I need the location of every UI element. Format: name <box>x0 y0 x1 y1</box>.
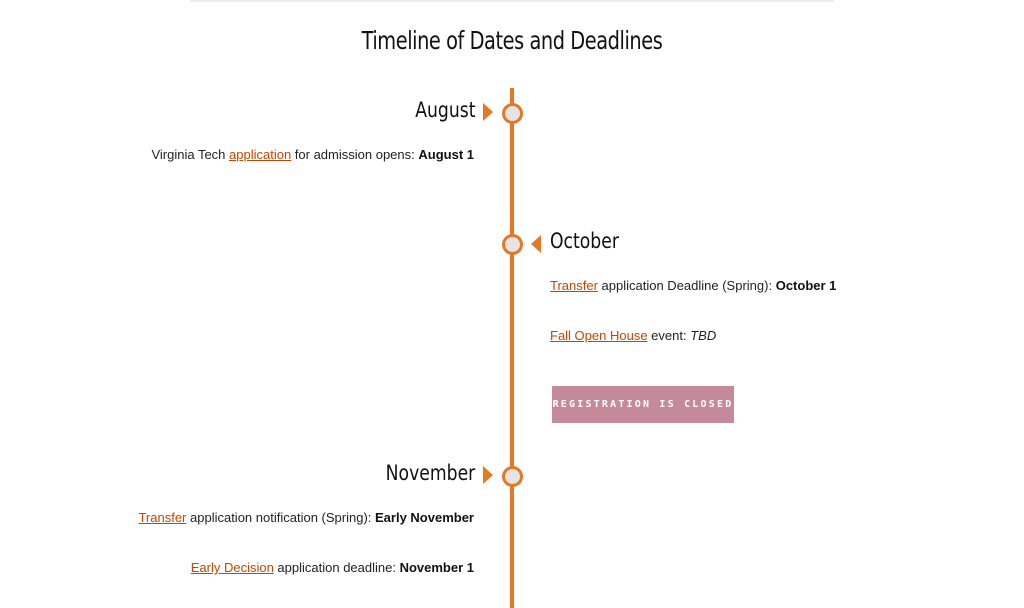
november-entry-transfer-notification <box>138 510 474 525</box>
november-entry-early-decision <box>191 560 474 575</box>
circle-node-icon <box>502 103 523 124</box>
month-label-august: August <box>414 98 475 122</box>
entry-date: November 1 <box>399 560 474 575</box>
october-entry-transfer-deadline <box>550 278 836 293</box>
triangle-left-icon <box>531 235 541 253</box>
entry-text: application notification (Spring): <box>186 510 375 525</box>
application-link[interactable]: application <box>229 147 292 162</box>
august-entry-application-opens <box>151 147 474 162</box>
fall-open-house-link[interactable]: Fall Open House <box>550 328 648 343</box>
triangle-right-icon <box>483 466 493 484</box>
entry-date: August 1 <box>418 147 474 162</box>
entry-date: October 1 <box>775 278 837 293</box>
entry-date: Early November <box>375 510 474 525</box>
month-label-november: November <box>385 461 475 485</box>
entry-text: application Deadline (Spring): <box>597 278 776 293</box>
entry-text: event: <box>647 328 691 343</box>
triangle-right-icon <box>483 103 493 121</box>
page-title: Timeline of Dates and Deadlines <box>361 26 663 55</box>
entry-text: for admission opens: <box>291 147 419 162</box>
entry-date: TBD <box>690 328 717 343</box>
october-entry-open-house <box>550 328 716 343</box>
month-label-october: October <box>550 229 619 253</box>
registration-closed-button[interactable]: REGISTRATION IS CLOSED <box>552 386 734 423</box>
circle-node-icon <box>502 466 523 487</box>
timeline-line <box>510 88 514 608</box>
transfer-link[interactable]: Transfer <box>550 278 598 293</box>
circle-node-icon <box>502 234 523 255</box>
transfer-link[interactable]: Transfer <box>138 510 187 525</box>
early-decision-link[interactable]: Early Decision <box>190 560 274 575</box>
top-divider <box>190 0 834 2</box>
entry-text: Virginia Tech <box>151 147 230 162</box>
entry-text: application deadline: <box>273 560 400 575</box>
